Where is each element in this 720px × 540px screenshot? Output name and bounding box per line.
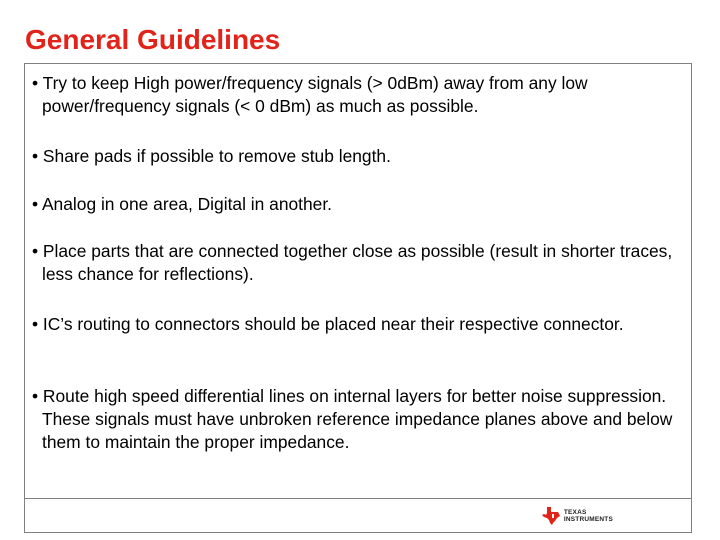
logo-line-1: TEXAS	[563, 509, 587, 516]
texas-instruments-logo	[541, 506, 613, 526]
bullet-text: • IC’s routing to connectors should be placed near their respective connector.	[32, 314, 624, 334]
logo-wordmark	[564, 509, 613, 523]
bullet-item	[32, 313, 687, 336]
bullet-text: • Place parts that are connected together close as possible (result in shorter traces, less chance for reflections).	[32, 241, 673, 284]
bullet-item	[32, 145, 687, 168]
bullet-item	[32, 72, 687, 118]
bullet-item	[32, 240, 687, 286]
bullet-text: • Analog in one area, Digital in another.	[32, 194, 333, 214]
bullet-item	[32, 385, 687, 454]
texas-state-icon	[541, 506, 561, 526]
bullet-item	[32, 193, 687, 216]
bullet-text: • Try to keep High power/frequency signals (> 0dBm) away from any low power/frequency signals (< 0 dBm) as much as possible.	[32, 73, 588, 116]
bullet-text: • Route high speed differential lines on internal layers for better noise suppression. These signals must have unbroken reference impedance planes above and below them to maintain the proper impedance.	[32, 386, 673, 452]
content-box	[24, 63, 692, 533]
slide-title: General Guidelines	[25, 24, 281, 55]
logo-line-2: INSTRUMENTS	[563, 516, 613, 523]
footer-divider	[25, 498, 691, 499]
bullet-text: • Share pads if possible to remove stub length.	[32, 146, 391, 166]
